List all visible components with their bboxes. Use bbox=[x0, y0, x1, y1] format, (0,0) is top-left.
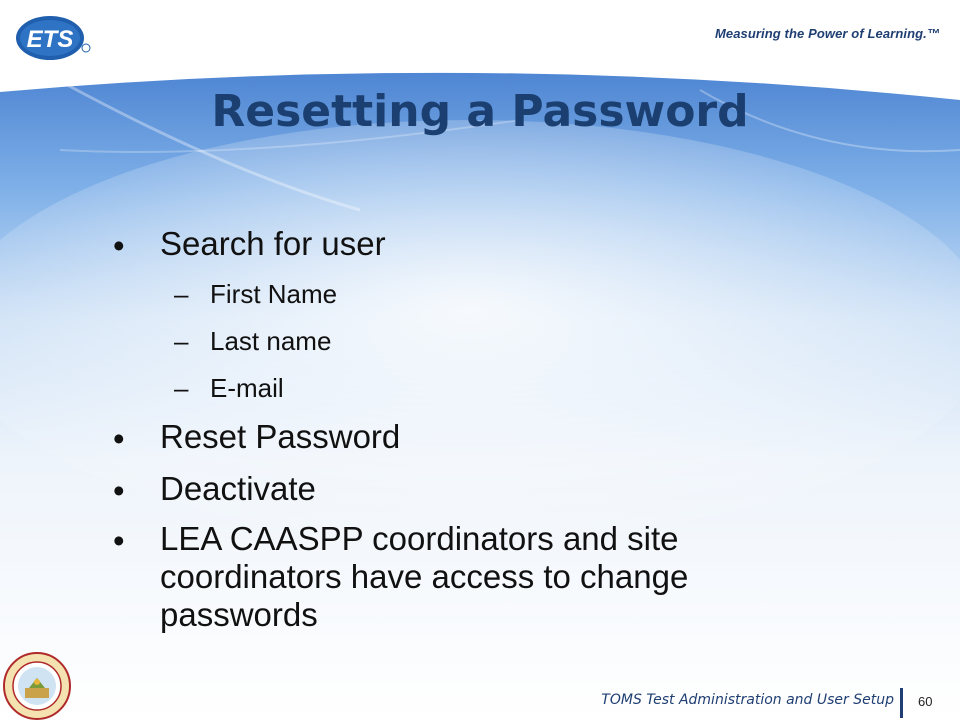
dash-marker: – bbox=[174, 326, 189, 356]
bullet-marker: • bbox=[113, 472, 125, 509]
slide-title: Resetting a Password bbox=[211, 86, 749, 137]
page-number: 60 bbox=[918, 694, 933, 709]
bullet-marker: • bbox=[113, 420, 125, 457]
sub-bullet-first-name: First Name bbox=[210, 279, 338, 309]
bullet-coordinators-access: LEA CAASPP coordinators and site coordinators have access to change passwords bbox=[160, 520, 689, 633]
svg-text:ETS: ETS bbox=[26, 26, 74, 53]
dash-marker: – bbox=[174, 279, 189, 309]
bullet-reset-password: Reset Password bbox=[160, 418, 401, 455]
footer-title: TOMS Test Administration and User Setup bbox=[601, 692, 894, 708]
bullet-marker: • bbox=[113, 522, 125, 559]
ets-tagline: Measuring the Power of Learning.™ bbox=[714, 26, 940, 41]
department-of-education-seal bbox=[3, 652, 71, 720]
footer-divider bbox=[900, 688, 903, 718]
sub-bullet-email: E-mail bbox=[210, 373, 284, 403]
bullet-marker: • bbox=[113, 227, 125, 264]
dash-marker: – bbox=[174, 373, 189, 403]
bullet-deactivate: Deactivate bbox=[160, 470, 316, 507]
sub-bullet-last-name: Last name bbox=[210, 326, 332, 356]
bullet-search-for-user: Search for user bbox=[160, 225, 386, 262]
